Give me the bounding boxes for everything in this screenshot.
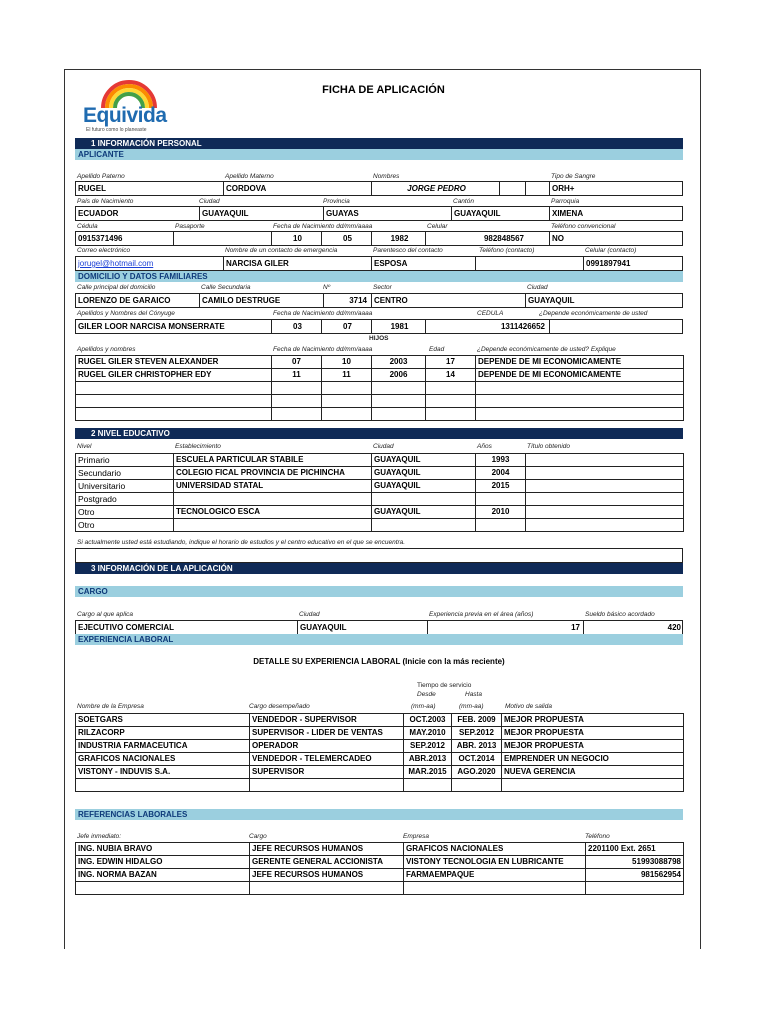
exp-desde[interactable]: MAY.2010 bbox=[404, 727, 452, 740]
field-calle-principal[interactable]: LORENZO DE GARAICO bbox=[76, 294, 200, 307]
label-motivo-salida: Motivo de salida bbox=[505, 703, 552, 710]
ref-cargo[interactable]: JEFE RECURSOS HUMANOS bbox=[250, 843, 404, 856]
label-experiencia-previa: Experiencia previa en el área (años) bbox=[429, 611, 534, 618]
row-spouse bbox=[75, 319, 683, 334]
table-row bbox=[76, 480, 684, 493]
table-row bbox=[76, 714, 684, 727]
label-cedula-caps: CEDULA bbox=[477, 310, 504, 317]
field-conyuge[interactable]: GILER LOOR NARCISA MONSERRATE bbox=[76, 320, 272, 333]
exp-hasta[interactable]: SEP.2012 bbox=[452, 727, 502, 740]
empty-cell[interactable] bbox=[404, 779, 452, 792]
label-provincia: Provincia bbox=[323, 198, 350, 205]
field-nac-dd[interactable]: 10 bbox=[272, 232, 322, 245]
label-calle-secundaria: Calle Secundaria bbox=[201, 284, 251, 291]
label-nombre-empresa: Nombre de la Empresa bbox=[77, 703, 144, 710]
label-pais: País de Nacimiento bbox=[77, 198, 134, 205]
field-pasaporte[interactable] bbox=[174, 232, 272, 245]
label-cargo-desempenado: Cargo desempeñado bbox=[249, 703, 310, 710]
label-cargo-aplica: Cargo al que aplica bbox=[77, 611, 134, 618]
child-mm[interactable]: 10 bbox=[322, 356, 372, 369]
ref-jefe[interactable]: ING. NUBIA BRAVO bbox=[76, 843, 250, 856]
table-row bbox=[76, 395, 684, 408]
section-position-header: CARGO bbox=[75, 586, 683, 597]
field-sector[interactable]: CENTRO bbox=[372, 294, 526, 307]
edu-nivel: Otro bbox=[76, 519, 174, 532]
empty-cell[interactable] bbox=[322, 382, 372, 395]
field-estudiando[interactable] bbox=[75, 548, 683, 563]
edu-ciudad[interactable] bbox=[372, 519, 476, 532]
label-sector: Sector bbox=[373, 284, 392, 291]
ref-jefe[interactable]: ING. EDWIN HIDALGO bbox=[76, 856, 250, 869]
row-ids bbox=[75, 231, 683, 246]
label-cedula: Cédula bbox=[77, 223, 98, 230]
field-ciudad[interactable]: GUAYAQUIL bbox=[200, 207, 324, 220]
label-fecha-nac3: Fecha de Nacimiento dd/mm/aaaa bbox=[273, 346, 373, 353]
label-ciudad4: Ciudad bbox=[299, 611, 320, 618]
child-depende[interactable]: DEPENDE DE MI ECONOMICAMENTE bbox=[476, 369, 684, 382]
label-fecha-nac2: Fecha de Nacimiento dd/mm/aaaa bbox=[273, 310, 373, 317]
field-nac-aaaa[interactable]: 1982 bbox=[372, 232, 426, 245]
ref-telefono[interactable]: 51993088798 bbox=[586, 856, 684, 869]
table-row bbox=[76, 779, 684, 792]
table-row bbox=[76, 408, 684, 421]
empty-cell[interactable] bbox=[404, 882, 586, 895]
edu-anio[interactable] bbox=[476, 493, 526, 506]
logo-tagline: El futuro como lo planeaste bbox=[86, 127, 147, 133]
empty-cell[interactable] bbox=[250, 779, 404, 792]
label-desde: Desde bbox=[417, 691, 436, 698]
child-mm[interactable]: 11 bbox=[322, 369, 372, 382]
application-form bbox=[64, 69, 701, 949]
empty-cell[interactable] bbox=[452, 779, 502, 792]
child-depende[interactable]: DEPENDE DE MI ECONOMICAMENTE bbox=[476, 356, 684, 369]
field-c-mm[interactable]: 07 bbox=[322, 320, 372, 333]
label-ciudad: Ciudad bbox=[199, 198, 220, 205]
field-apellido-materno[interactable]: CORDOVA bbox=[224, 182, 372, 195]
empty-cell[interactable] bbox=[322, 408, 372, 421]
child-name[interactable]: RUGEL GILER STEVEN ALEXANDER bbox=[76, 356, 272, 369]
table-row bbox=[76, 467, 684, 480]
field-tel-conv[interactable]: NO bbox=[552, 234, 564, 243]
field-canton[interactable]: GUAYAQUIL bbox=[452, 207, 550, 220]
label-ref-telefono: Teléfono bbox=[585, 833, 610, 840]
exp-empresa[interactable]: RILZACORP bbox=[76, 727, 250, 740]
table-row bbox=[76, 506, 684, 519]
edu-nivel: Postgrado bbox=[76, 493, 174, 506]
experience-table bbox=[75, 713, 684, 792]
empty-cell[interactable] bbox=[502, 779, 684, 792]
empty-cell[interactable] bbox=[586, 882, 684, 895]
section-experience-header: EXPERIENCIA LABORAL bbox=[75, 634, 683, 645]
table-row bbox=[76, 727, 684, 740]
exp-empresa[interactable]: VISTONY - INDUVIS S.A. bbox=[76, 766, 250, 779]
edu-nivel: Secundario bbox=[76, 467, 174, 480]
section-application-header: 3 INFORMACIÓN DE LA APLICACIÓN bbox=[75, 563, 683, 574]
field-experiencia[interactable]: 17 bbox=[428, 621, 584, 634]
label-calle-principal: Calle principal del domicilio bbox=[77, 284, 156, 291]
exp-motivo[interactable]: EMPRENDER UN NEGOCIO bbox=[502, 753, 684, 766]
ref-empresa[interactable]: GRAFICOS NACIONALES bbox=[404, 843, 586, 856]
table-row bbox=[76, 843, 684, 856]
empty-cell[interactable] bbox=[372, 395, 426, 408]
label-titulo: Título obtenido bbox=[527, 443, 571, 450]
edu-ciudad[interactable]: GUAYAQUIL bbox=[372, 506, 476, 519]
exp-desde[interactable]: OCT.2003 bbox=[404, 714, 452, 727]
edu-ciudad[interactable] bbox=[372, 493, 476, 506]
label-apellido-paterno: Apellido Paterno bbox=[77, 173, 125, 180]
child-aaaa[interactable]: 2006 bbox=[372, 369, 426, 382]
table-row bbox=[76, 882, 684, 895]
empty-cell[interactable] bbox=[426, 382, 476, 395]
label-depende-hijo: ¿Depende económicamente de usted? Explique bbox=[477, 346, 616, 353]
field-blank-2[interactable] bbox=[526, 182, 550, 195]
field-cedula[interactable]: 0915371496 bbox=[76, 232, 174, 245]
exp-hasta[interactable]: AGO.2020 bbox=[452, 766, 502, 779]
child-edad[interactable]: 17 bbox=[426, 356, 476, 369]
section-education-header: 2 NIVEL EDUCATIVO bbox=[75, 428, 683, 439]
exp-motivo[interactable]: MEJOR PROPUESTA bbox=[502, 714, 684, 727]
field-calle-secundaria[interactable]: CAMILO DESTRUGE bbox=[200, 294, 324, 307]
ref-empresa[interactable]: FARMAEMPAQUE bbox=[404, 869, 586, 882]
label-nivel: Nivel bbox=[77, 443, 92, 450]
table-row bbox=[76, 454, 684, 467]
empty-cell[interactable] bbox=[76, 408, 272, 421]
edu-estab[interactable]: COLEGIO FICAL PROVINCIA DE PICHINCHA bbox=[174, 467, 372, 480]
exp-cargo[interactable]: SUPERVISOR - LIDER DE VENTAS bbox=[250, 727, 404, 740]
edu-titulo[interactable] bbox=[526, 480, 684, 493]
label-tiempo-servicio: Tiempo de servicio bbox=[417, 682, 472, 689]
edu-titulo[interactable] bbox=[526, 493, 684, 506]
exp-empresa[interactable]: INDUSTRIA FARMACEUTICA bbox=[76, 740, 250, 753]
exp-cargo[interactable]: VENDEDOR - SUPERVISOR bbox=[250, 714, 404, 727]
empty-cell[interactable] bbox=[272, 408, 322, 421]
field-ciudad-domicilio[interactable]: GUAYAQUIL bbox=[528, 296, 575, 305]
label-mm-aa-desde: (mm-aa) bbox=[411, 703, 436, 710]
field-sueldo[interactable]: 420 bbox=[667, 623, 681, 632]
section-references-header: REFERENCIAS LABORALES bbox=[75, 809, 683, 820]
table-row bbox=[76, 740, 684, 753]
edu-anio[interactable]: 2004 bbox=[476, 467, 526, 480]
empty-cell[interactable] bbox=[250, 882, 404, 895]
field-depende-conyuge[interactable] bbox=[550, 320, 684, 333]
empty-cell[interactable] bbox=[322, 395, 372, 408]
exp-cargo[interactable]: OPERADOR bbox=[250, 740, 404, 753]
empty-cell[interactable] bbox=[76, 382, 272, 395]
field-nac-mm[interactable]: 05 bbox=[322, 232, 372, 245]
edu-titulo[interactable] bbox=[526, 454, 684, 467]
label-ciudad2: Ciudad bbox=[527, 284, 548, 291]
field-apellido-paterno[interactable]: RUGEL bbox=[76, 182, 224, 195]
label-parroquia: Parroquia bbox=[551, 198, 580, 205]
table-row bbox=[76, 493, 684, 506]
label-apellidos-nombres: Apellidos y nombres bbox=[77, 346, 136, 353]
section-domicile-header: DOMICILIO Y DATOS FAMILIARES bbox=[75, 271, 683, 282]
references-table bbox=[75, 842, 684, 895]
table-row bbox=[76, 519, 684, 532]
edu-nivel: Primario bbox=[76, 454, 174, 467]
child-edad[interactable]: 14 bbox=[426, 369, 476, 382]
exp-motivo[interactable]: MEJOR PROPUESTA bbox=[502, 740, 684, 753]
edu-titulo[interactable] bbox=[526, 467, 684, 480]
label-correo: Correo electrónico bbox=[77, 247, 131, 254]
row-names bbox=[75, 181, 683, 196]
empty-cell[interactable] bbox=[372, 382, 426, 395]
child-dd[interactable]: 11 bbox=[272, 369, 322, 382]
education-table bbox=[75, 453, 684, 532]
edu-anio[interactable]: 1993 bbox=[476, 454, 526, 467]
field-ciudad-aplica[interactable]: GUAYAQUIL bbox=[298, 621, 428, 634]
label-depende-conyuge: ¿Depende económicamente de usted bbox=[539, 310, 648, 317]
edu-estab[interactable] bbox=[174, 493, 372, 506]
table-row bbox=[76, 856, 684, 869]
empty-cell[interactable] bbox=[426, 395, 476, 408]
exp-desde[interactable]: MAR.2015 bbox=[404, 766, 452, 779]
field-c-aaaa[interactable]: 1981 bbox=[372, 320, 426, 333]
edu-ciudad[interactable]: GUAYAQUIL bbox=[372, 480, 476, 493]
exp-cargo[interactable]: SUPERVISOR bbox=[250, 766, 404, 779]
ref-cargo[interactable]: GERENTE GENERAL ACCIONISTA bbox=[250, 856, 404, 869]
label-anos: Años bbox=[477, 443, 492, 450]
label-tipo-sangre: Tipo de Sangre bbox=[551, 173, 596, 180]
edu-nivel: Universitario bbox=[76, 480, 174, 493]
edu-anio[interactable]: 2015 bbox=[476, 480, 526, 493]
exp-hasta[interactable]: FEB. 2009 bbox=[452, 714, 502, 727]
empty-cell[interactable] bbox=[76, 779, 250, 792]
label-conyuge: Apellidos y Nombres del Cónyuge bbox=[77, 310, 175, 317]
label-edad: Edad bbox=[429, 346, 445, 353]
label-establecimiento: Establecimiento bbox=[175, 443, 221, 450]
label-nombres: Nombres bbox=[373, 173, 400, 180]
empty-cell[interactable] bbox=[476, 382, 684, 395]
table-row bbox=[76, 369, 684, 382]
table-row bbox=[76, 869, 684, 882]
field-tel-contacto[interactable] bbox=[476, 257, 584, 270]
label-pasaporte: Pasaporte bbox=[175, 223, 205, 230]
empty-cell[interactable] bbox=[76, 395, 272, 408]
email-link[interactable]: jorugel@hotmail.com bbox=[78, 259, 154, 268]
empty-cell[interactable] bbox=[76, 882, 250, 895]
field-parentesco[interactable]: ESPOSA bbox=[372, 257, 476, 270]
field-provincia[interactable]: GUAYAS bbox=[324, 207, 452, 220]
label-fecha-nac: Fecha de Nacimiento dd/mm/aaaa bbox=[273, 223, 373, 230]
exp-hasta[interactable]: OCT.2014 bbox=[452, 753, 502, 766]
section-applicant-header: APLICANTE bbox=[75, 149, 683, 160]
ref-jefe[interactable]: ING. NORMA BAZAN bbox=[76, 869, 250, 882]
empty-cell[interactable] bbox=[272, 382, 322, 395]
field-numero[interactable]: 3714 bbox=[324, 294, 372, 307]
label-canton: Cantón bbox=[453, 198, 474, 205]
edu-titulo[interactable] bbox=[526, 506, 684, 519]
field-c-dd[interactable]: 03 bbox=[272, 320, 322, 333]
child-dd[interactable]: 07 bbox=[272, 356, 322, 369]
edu-anio[interactable]: 2010 bbox=[476, 506, 526, 519]
label-contacto-emerg: Nombre de un contacto de emergencia bbox=[225, 247, 338, 254]
row-contact bbox=[75, 256, 683, 271]
section-personal-header: 1 INFORMACIÓN PERSONAL bbox=[75, 138, 683, 149]
exp-empresa[interactable]: GRAFICOS NACIONALES bbox=[76, 753, 250, 766]
child-name[interactable]: RUGEL GILER CHRISTOPHER EDY bbox=[76, 369, 272, 382]
exp-motivo[interactable]: NUEVA GERENCIA bbox=[502, 766, 684, 779]
exp-desde[interactable]: ABR.2013 bbox=[404, 753, 452, 766]
label-estudiando-note: Si actualmente usted está estudiando, indique el horario de estudios y el centro educativo en el que se encuentra. bbox=[77, 539, 406, 546]
edu-ciudad[interactable]: GUAYAQUIL bbox=[372, 467, 476, 480]
row-domicile bbox=[75, 293, 683, 308]
field-parroquia[interactable]: XIMENA bbox=[552, 209, 584, 218]
child-aaaa[interactable]: 2003 bbox=[372, 356, 426, 369]
experience-instructions: DETALLE SU EXPERIENCIA LABORAL (Inicie con la más reciente) bbox=[253, 657, 505, 666]
edu-estab[interactable] bbox=[174, 519, 372, 532]
edu-estab[interactable]: UNIVERSIDAD STATAL bbox=[174, 480, 372, 493]
field-c-cedula[interactable]: 1311426652 bbox=[426, 320, 550, 333]
label-celular: Celular bbox=[427, 223, 448, 230]
edu-anio[interactable] bbox=[476, 519, 526, 532]
label-hasta: Hasta bbox=[465, 691, 482, 698]
field-cargo-aplica[interactable]: EJECUTIVO COMERCIAL bbox=[76, 621, 298, 634]
empty-cell[interactable] bbox=[372, 408, 426, 421]
field-celular[interactable]: 982848567 bbox=[426, 232, 550, 245]
label-mm-aa-hasta: (mm-aa) bbox=[459, 703, 484, 710]
exp-empresa[interactable]: SOETGARS bbox=[76, 714, 250, 727]
label-numero: Nº bbox=[323, 284, 331, 291]
form-title: FICHA DE APLICACIÓN bbox=[322, 84, 445, 96]
exp-desde[interactable]: SEP.2012 bbox=[404, 740, 452, 753]
table-row bbox=[76, 356, 684, 369]
label-ref-empresa: Empresa bbox=[403, 833, 430, 840]
empty-cell[interactable] bbox=[476, 395, 684, 408]
table-row bbox=[76, 766, 684, 779]
ref-cargo[interactable]: JEFE RECURSOS HUMANOS bbox=[250, 869, 404, 882]
empty-cell[interactable] bbox=[426, 408, 476, 421]
field-blank-1[interactable] bbox=[500, 182, 526, 195]
field-contacto-emerg[interactable]: NARCISA GILER bbox=[224, 257, 372, 270]
ref-telefono[interactable]: 2201100 Ext. 2651 bbox=[586, 843, 684, 856]
empty-cell[interactable] bbox=[476, 408, 684, 421]
label-apellido-materno: Apellido Materno bbox=[225, 173, 274, 180]
row-application bbox=[75, 620, 683, 635]
logo-wordmark: Equivida bbox=[83, 104, 167, 127]
field-correo[interactable] bbox=[76, 257, 224, 270]
field-tipo-sangre[interactable]: ORH+ bbox=[552, 184, 575, 193]
edu-ciudad[interactable]: GUAYAQUIL bbox=[372, 454, 476, 467]
label-cel-contacto: Celular (contacto) bbox=[585, 247, 637, 254]
edu-nivel: Otro bbox=[76, 506, 174, 519]
table-row bbox=[76, 753, 684, 766]
label-sueldo: Sueldo básico acordado bbox=[585, 611, 655, 618]
exp-hasta[interactable]: ABR. 2013 bbox=[452, 740, 502, 753]
label-tel-contacto: Teléfono (contacto) bbox=[479, 247, 535, 254]
children-table bbox=[75, 355, 684, 421]
ref-telefono[interactable]: 981562954 bbox=[586, 869, 684, 882]
label-tel-conv: Teléfono convencional bbox=[551, 223, 616, 230]
exp-motivo[interactable]: MEJOR PROPUESTA bbox=[502, 727, 684, 740]
label-ref-cargo: Cargo bbox=[249, 833, 267, 840]
exp-cargo[interactable]: VENDEDOR - TELEMERCADEO bbox=[250, 753, 404, 766]
label-hijos: HIJOS bbox=[369, 335, 389, 342]
field-cel-contacto[interactable]: 0991897941 bbox=[586, 259, 631, 268]
empty-cell[interactable] bbox=[272, 395, 322, 408]
ref-empresa[interactable]: VISTONY TECNOLOGIA EN LUBRICANTE bbox=[404, 856, 586, 869]
table-row bbox=[76, 382, 684, 395]
row-birthplace bbox=[75, 206, 683, 221]
edu-estab[interactable]: TECNOLOGICO ESCA bbox=[174, 506, 372, 519]
label-parentesco: Parentesco del contacto bbox=[373, 247, 443, 254]
edu-titulo[interactable] bbox=[526, 519, 684, 532]
label-ciudad3: Ciudad bbox=[373, 443, 394, 450]
edu-estab[interactable]: ESCUELA PARTICULAR STABILE bbox=[174, 454, 372, 467]
field-pais[interactable]: ECUADOR bbox=[76, 207, 200, 220]
label-jefe: Jefe inmediato: bbox=[77, 833, 122, 840]
field-nombres[interactable]: JORGE PEDRO bbox=[372, 182, 500, 195]
